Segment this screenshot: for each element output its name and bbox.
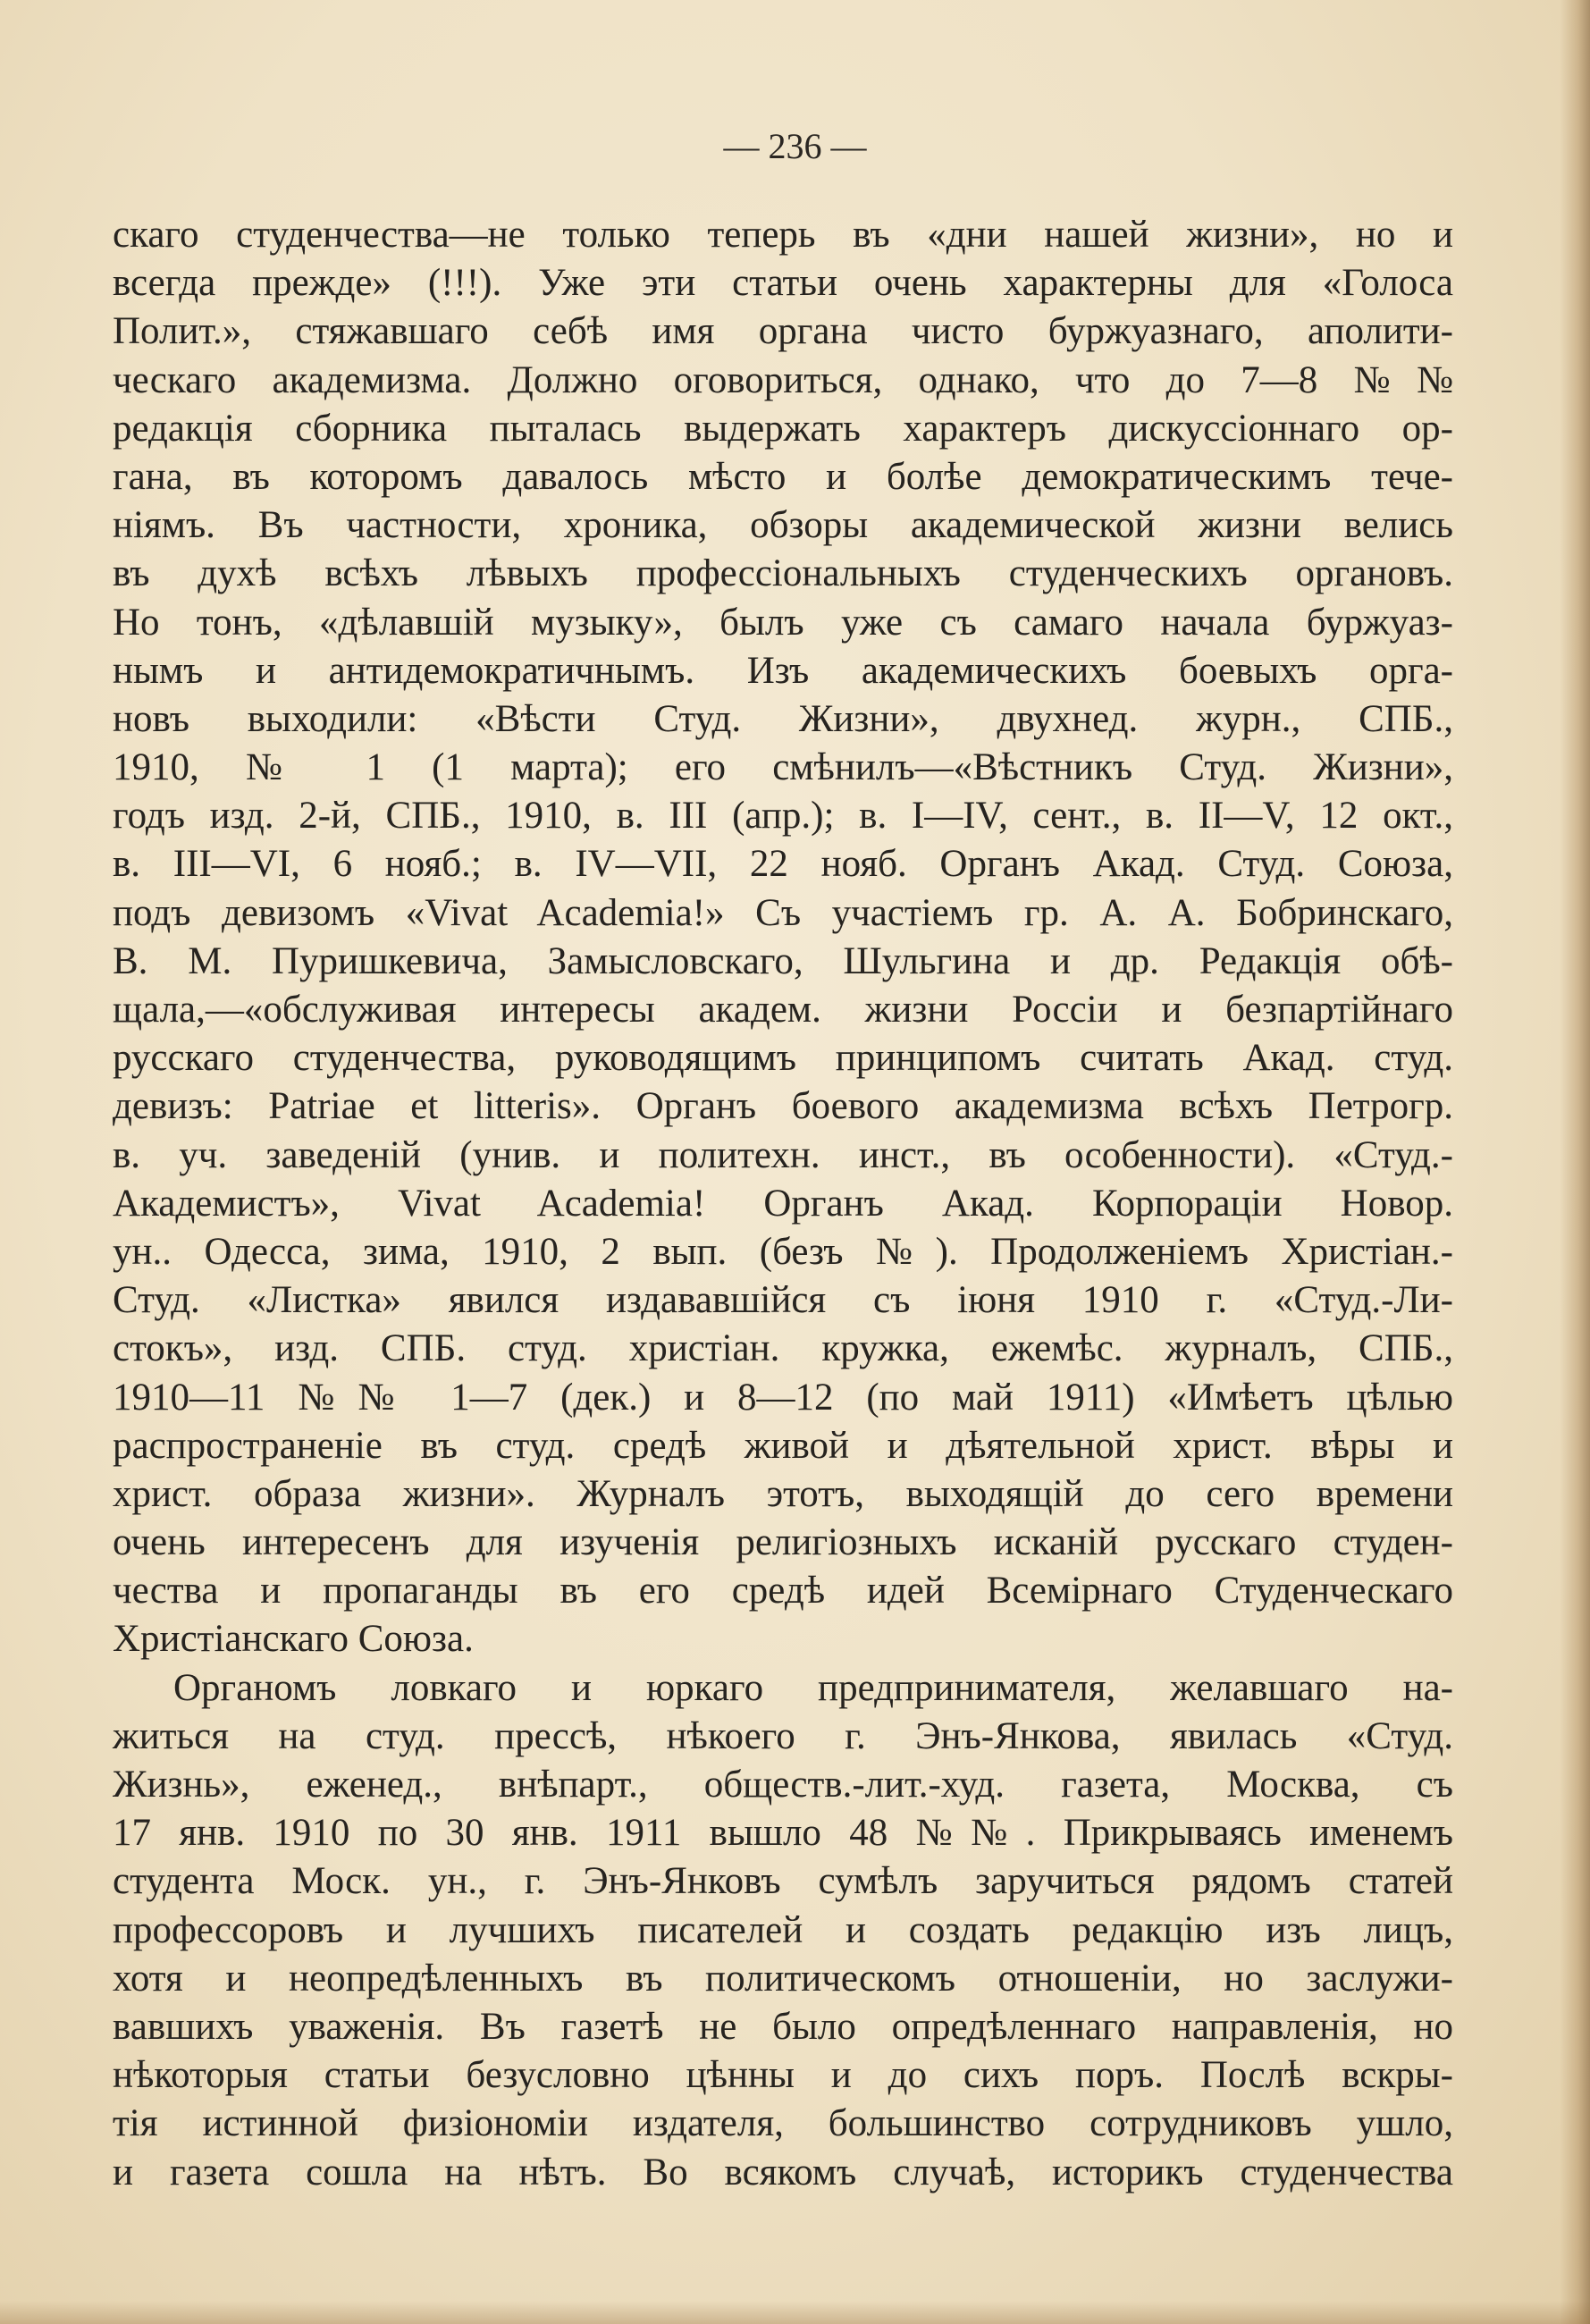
text-line: въ духѣ всѣхъ лѣвыхъ профессіональныхъ студенческихъ органовъ. <box>113 552 1453 595</box>
text-line: ческаго академизма. Должно оговориться, однако, что до 7—8 №№ <box>113 358 1453 401</box>
page-bottom-shadow <box>0 2301 1590 2324</box>
text-line: русскаго студенчества, руководящимъ принципомъ считать Акад. студ. <box>113 1037 1453 1080</box>
text-line: Жизнь», еженед., внѣпарт., обществ.-лит.-худ. газета, Москва, съ <box>113 1764 1453 1806</box>
text-line: нѣкоторыя статьи безусловно цѣнны и до сихъ поръ. Послѣ вскры- <box>113 2054 1453 2097</box>
text-line: стокъ», изд. СПБ. студ. христіан. кружка, ежемѣс. журналъ, СПБ., <box>113 1327 1453 1370</box>
text-line: профессоровъ и лучшихъ писателей и создать редакцію изъ лицъ, <box>113 1908 1453 1951</box>
text-line: вавшихъ уваженія. Въ газетѣ не было опредѣленнаго направленія, но <box>113 2005 1453 2048</box>
text-line: 17 янв. 1910 по 30 янв. 1911 вышло 48 №№. Прикрываясь именемъ <box>113 1812 1453 1855</box>
page-number: — 236 — <box>723 126 867 166</box>
text-line: хотя и неопредѣленныхъ въ политическомъ отношеніи, но заслужи- <box>113 1957 1453 2000</box>
text-line: В. М. Пуришкевича, Замысловскаго, Шульгина и др. Редакція обѣ- <box>113 939 1453 982</box>
text-line: щала,—«обслуживая интересы академ. жизни Россіи и безпартійнаго <box>113 989 1453 1031</box>
text-line: Студ. «Листка» явился издававшійся съ іюня 1910 г. «Студ.-Ли- <box>113 1279 1453 1322</box>
text-line: очень интересенъ для изученія религіозныхъ исканій русскаго студен- <box>113 1521 1453 1564</box>
text-line: тія истинной физіономіи издателя, большинство сотрудниковъ ушло, <box>113 2102 1453 2145</box>
text-line: новъ выходили: «Вѣсти Студ. Жизни», двухнед. журн., СПБ., <box>113 697 1453 740</box>
text-line: в. III—VI, 6 нояб.; в. IV—VII, 22 нояб. Органъ Акад. Студ. Союза, <box>113 843 1453 886</box>
text-line: девизъ: Patriae et litteris». Органъ боевого академизма всѣхъ Петрогр. <box>113 1085 1453 1128</box>
text-line: житься на студ. прессѣ, нѣкоего г. Энъ-Янкова, явилась «Студ. <box>113 1714 1453 1757</box>
text-line: христ. образа жизни». Журналъ этотъ, выходящій до сего времени <box>113 1472 1453 1515</box>
text-line: всегда прежде» (!!!). Уже эти статьи очень характерны для «Голоса <box>113 262 1453 305</box>
body-text <box>113 211 1453 2197</box>
text-line: в. уч. заведеній (унив. и политехн. инст., въ особенности). «Студ.- <box>113 1133 1453 1176</box>
text-line: Полит.», стяжавшаго себѣ имя органа чисто буржуазнаго, аполити- <box>113 310 1453 353</box>
text-line: и газета сошла на нѣтъ. Во всякомъ случаѣ, историкъ студенчества <box>113 2151 1453 2193</box>
text-line: скаго студенчества—не только теперь въ «дни нашей жизни», но и <box>113 214 1453 256</box>
text-line: 1910, № 1 (1 марта); его смѣнилъ—«Вѣстникъ Студ. Жизни», <box>113 746 1453 789</box>
text-line: Но тонъ, «дѣлавшій музыку», былъ уже съ самаго начала буржуаз- <box>113 601 1453 644</box>
page-edge-shadow <box>1560 0 1590 2324</box>
text-line: годъ изд. 2-й, СПБ., 1910, в. III (апр.); в. I—IV, сент., в. II—V, 12 окт., <box>113 795 1453 838</box>
text-line: ніямъ. Въ частности, хроника, обзоры академической жизни велись <box>113 504 1453 547</box>
text-line: подъ девизомъ «Vivat Academia!» Съ участіемъ гр. А. А. Бобринскаго, <box>113 891 1453 934</box>
text-line-paragraph-end: Христіанскаго Союза. <box>113 1618 474 1661</box>
text-line: редакція сборника пыталась выдержать характеръ дискуссіоннаго ор- <box>113 407 1453 450</box>
text-line: гана, въ которомъ давалось мѣсто и болѣе демократическимъ тече- <box>113 455 1453 498</box>
text-line-paragraph-start: Органомъ ловкаго и юркаго предпринимателя, желавшаго на- <box>173 1666 1453 1709</box>
text-line: 1910—11 №№ 1—7 (дек.) и 8—12 (по май 1911) «Имѣетъ цѣлью <box>113 1376 1453 1419</box>
text-line: ун.. Одесса, зима, 1910, 2 вып. (безъ №). Продолженіемъ Христіан.- <box>113 1230 1453 1273</box>
text-line: чества и пропаганды въ его средѣ идей Всемірнаго Студенческаго <box>113 1570 1453 1612</box>
text-line: распространеніе въ студ. средѣ живой и дѣятельной христ. вѣры и <box>113 1424 1453 1467</box>
text-line: Академистъ», Vivat Academia! Органъ Акад. Корпораціи Новор. <box>113 1182 1453 1225</box>
text-line: нымъ и антидемократичнымъ. Изъ академическихъ боевыхъ орга- <box>113 649 1453 692</box>
text-line: студента Моск. ун., г. Энъ-Янковъ сумѣлъ заручиться рядомъ статей <box>113 1860 1453 1903</box>
